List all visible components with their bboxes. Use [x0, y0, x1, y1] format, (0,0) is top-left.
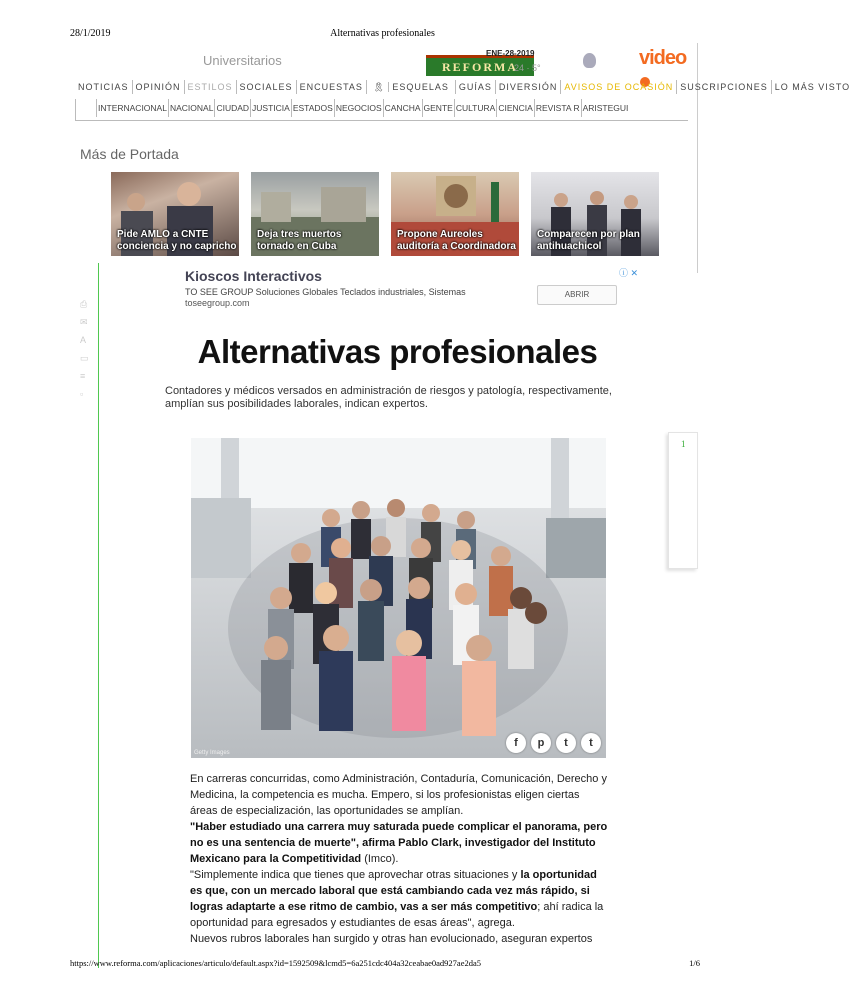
paragraph	[190, 819, 610, 867]
related-panel[interactable]	[668, 432, 698, 569]
nav-secondary	[75, 99, 688, 121]
nav-sociales[interactable]: SOCIALES	[237, 80, 297, 94]
quote-tail: (Imco).	[361, 853, 399, 865]
nav-esquelas[interactable]	[367, 80, 456, 94]
side-toolbar	[80, 295, 89, 403]
news-tile[interactable]	[531, 172, 659, 256]
tile-caption: Comparecen por plan antihuachicol	[537, 229, 640, 252]
mail-icon[interactable]: ✉	[80, 317, 88, 327]
nav-mas-visto[interactable]: LO MÁS VISTO	[774, 82, 851, 92]
twitter-icon[interactable]: t	[556, 733, 576, 753]
related-count: 1	[681, 439, 686, 449]
nav-avisos[interactable]: AVISOS DE OCASIÓN	[561, 80, 677, 94]
print-url: https://www.reforma.com/aplicaciones/articulo/default.aspx?id=1592509&lcmd5=6a251cdc404a32ceabae0ad927ae2da5	[70, 958, 481, 968]
comment-icon[interactable]: ▫	[80, 389, 84, 399]
nav-encuestas[interactable]: ENCUESTAS	[297, 80, 367, 94]
nav-revista-r[interactable]: REVISTA R	[535, 99, 582, 117]
news-tile[interactable]	[391, 172, 519, 256]
nav-cancha[interactable]: CANCHA	[384, 99, 423, 117]
text-run: ; ahí radica la oportunidad para egresados y estudiantes de esas áreas", agrega.	[190, 901, 604, 929]
article-lead: Contadores y médicos versados en administración de riesgos y patología, respectivamente, amplían sus posibilidades laborales, indican expertos.	[165, 385, 612, 410]
nav-cultura[interactable]: CULTURA	[455, 99, 498, 117]
facebook-icon[interactable]: f	[506, 733, 526, 753]
tile-caption: Propone Aureoles auditoría a Coordinadora	[397, 229, 516, 252]
font-size-icon[interactable]: A	[80, 335, 87, 345]
tile-caption: Deja tres muertos tornado en Cuba	[257, 229, 342, 252]
nav-gente[interactable]: GENTE	[423, 99, 455, 117]
nav-internacional[interactable]: INTERNACIONAL	[97, 99, 169, 117]
pinterest-icon[interactable]: p	[531, 733, 551, 753]
quote-bold: "Haber estudiado una carrera muy saturada puede complicar el panorama, pero no es una sentencia de muerte", afirma Pablo Clark, investigador del Instituto Mexicano para la Competitividad	[190, 821, 608, 865]
nav-esquelas-label: ESQUELAS	[392, 82, 449, 92]
news-tile[interactable]	[251, 172, 379, 256]
ad-subtitle: TO SEE GROUP Soluciones Globales Teclados industriales, Sistemas	[185, 287, 466, 297]
print-icon[interactable]: ⎙	[80, 299, 88, 309]
nav-diversion[interactable]: DIVERSIÓN	[496, 80, 562, 94]
nav-suscripciones[interactable]: SUSCRIPCIONES	[677, 80, 772, 94]
bookmark-icon[interactable]: ▭	[80, 353, 89, 363]
print-footer	[70, 958, 700, 968]
reforma-logo[interactable]: REFORMA	[426, 55, 534, 76]
paragraph: En carreras concurridas, como Administración, Contaduría, Comunicación, Derecho y Medicina, la competencia es mucha. Empero, si los profesionistas eligen ciertas áreas de especialización, las oportunidades se amplían.	[190, 773, 607, 817]
ad-url[interactable]: toseegroup.com	[185, 298, 250, 308]
group-photo-image	[191, 438, 606, 758]
more-front-tiles	[111, 172, 671, 256]
nav-justicia[interactable]: JUSTICIA	[251, 99, 292, 117]
nav-ciencia[interactable]: CIENCIA	[497, 99, 534, 117]
article-photo	[191, 438, 606, 758]
share-icon[interactable]: ≡	[80, 371, 86, 381]
tumblr-icon[interactable]: t	[581, 733, 601, 753]
nav-guias[interactable]: GUÍAS	[456, 80, 496, 94]
paragraph: Nuevos rubros laborales han surgido y otras han evolucionado, aseguran expertos	[190, 933, 593, 945]
section-name[interactable]: Universitarios	[203, 53, 282, 68]
nav-opinion[interactable]: OPINIÓN	[133, 80, 185, 94]
advertisement[interactable]	[185, 268, 640, 323]
ad-info-close-icon[interactable]: ⓘ ✕	[619, 268, 639, 278]
edition-date: ENE-28-2019	[486, 49, 535, 58]
print-title: Alternativas profesionales	[330, 28, 435, 39]
nav-estilos[interactable]: ESTILOS	[185, 80, 237, 94]
nav-noticias[interactable]: NOTICIAS	[75, 80, 133, 94]
text-run: "Simplemente indica que tienes que aprovechar otras situaciones y	[190, 869, 521, 881]
lightbulb-icon[interactable]	[583, 53, 596, 68]
video-label: video	[639, 47, 687, 69]
ad-open-button[interactable]: ABRIR	[537, 285, 617, 305]
article-headline: Alternativas profesionales	[197, 333, 598, 370]
text-bold: la oportunidad es que, con un mercado laboral que está cambiando cada vez más rápido, si logras adaptarte a ese ritmo de cambio, vas a ser más competitivo	[190, 869, 597, 913]
ribbon-icon: 🎗	[370, 82, 389, 92]
nav-estados[interactable]: ESTADOS	[292, 99, 335, 117]
nav-spacer	[76, 99, 97, 117]
article-body	[190, 771, 610, 947]
nav-nacional[interactable]: NACIONAL	[169, 99, 215, 117]
article-border	[98, 263, 99, 968]
nav-primary	[75, 80, 853, 94]
news-tile[interactable]	[111, 172, 239, 256]
page-number: 1/6	[689, 958, 700, 968]
nav-negocios[interactable]: NEGOCIOS	[335, 99, 384, 117]
ad-title[interactable]: Kioscos Interactivos	[185, 268, 322, 284]
nav-ciudad[interactable]: CIUDAD	[215, 99, 251, 117]
nav-aristegui[interactable]: ARISTEGUI	[582, 103, 629, 113]
more-front-title: Más de Portada	[80, 146, 179, 162]
temperature: 24 · 5°	[514, 63, 541, 73]
print-date: 28/1/2019	[70, 28, 111, 39]
share-bar	[501, 733, 601, 753]
paragraph	[190, 867, 610, 931]
tile-caption: Pide AMLO a CNTE conciencia y no capricho	[117, 229, 237, 252]
photo-credit: Getty Images	[194, 750, 230, 756]
